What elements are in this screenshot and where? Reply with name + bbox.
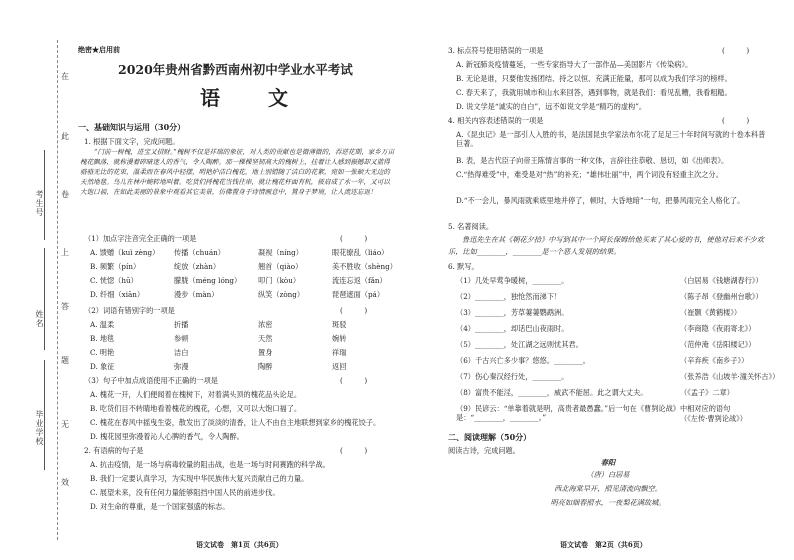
binding-dashed-line: [57, 40, 58, 540]
reading-passage: “门前一树槐，进宝又招财。”槐树不仅是祥瑞的象征，对人类的贡献也是微薄微的，吞逆花期，家乡万亩槐花飘落，就称漫着碎暗迷人的香气，令人陶醉。那一棵棵坚韧高大的槐树上，挂着让人感到振撼却又蓝得骆骆无比的花束，温柔而在春风中轻摆，明艳炉洁白槐花，地上别错随了洁白的花絮，宛如一张硕大无边的天然地毯。鸟儿在林中婉转地叫着。吃货们捋槐花当钱往串，就让槐花杆面有机，披肩成了水一年，又可以大饱口福，在如此美丽的景象中观看其它美景，仿佛置身于诗情画意中，置身于梦境，让人流连忘返！: [80, 148, 395, 196]
fill-blank-source: （崔颢《黄鹤楼》）: [680, 308, 742, 317]
option-line: B. 无论是谁，只要他发扬团结、持之以恒、充满正能量，那可以成为我们学习的榜样。: [456, 74, 732, 83]
option-line: A. 槐花一开，人们便闻着在槐树下，对着满头顶的槐花品头论足。: [90, 390, 302, 399]
option-cell: 洁白: [174, 348, 189, 357]
option-cell: 浓密: [258, 320, 273, 329]
option-cell: 陶醉: [258, 362, 273, 371]
exam-title: 2020年贵州省黔西南州初中学业水平考试: [118, 62, 353, 77]
poem-line: 西北海棠早开，照见清流向飘空。: [554, 484, 662, 493]
fill-blank-source: （陈子昂《登幽州台歌》）: [680, 292, 763, 301]
fill-blank-source: （李商隐《夜雨寄北》）: [680, 324, 756, 333]
option-cell: C. 恍惚（hū）: [90, 276, 138, 285]
fill-blank-source: （张养浩《山坡羊·潼关怀古》）: [680, 372, 780, 381]
q5-stem: 5. 名著阅读。: [448, 222, 494, 231]
option-line: B. 吃货们目不转睛地看着槐花的槐花，心想，又可以大饱口福了。: [90, 404, 302, 413]
fill-blank-line: （6）千古兴亡多少事？悠悠。________。: [456, 356, 590, 365]
answer-bracket: ( ): [722, 116, 750, 125]
q4-stem: 4. 相关内容表述错误的一项是: [448, 116, 544, 125]
option-cell: 琵琶遮面（pá）: [332, 290, 385, 299]
q2-stem: 2. 有语病的句子是: [84, 446, 144, 455]
option-cell: 纵笑（zòng）: [258, 290, 305, 299]
option-cell: 漫步（màn）: [174, 290, 219, 299]
binding-warning-char: 卷: [61, 190, 69, 199]
poem-title: 春阳: [600, 458, 616, 467]
secret-mark: 绝密★启用前: [78, 45, 120, 54]
binding-warning-char: 题: [61, 356, 69, 365]
q1-sub3: （3）句子中加点成语使用不正确的一项是: [84, 376, 218, 385]
answer-bracket: ( ): [340, 446, 368, 455]
q6-stem: 6. 默写。: [448, 262, 479, 271]
option-cell: 参顿: [174, 334, 189, 343]
option-cell: 翘首（qiào）: [258, 262, 303, 271]
option-line: B. 表，是古代臣子向帝王陈情言事的一种文体，言辞往往恭敬、恳切，如《出师表》。: [456, 156, 729, 165]
binding-fill-line: [44, 150, 45, 240]
option-cell: 叩门（kòu）: [258, 276, 301, 285]
binding-label-1: 姓名: [35, 310, 44, 328]
option-line: A.《昆虫记》是一部引人入胜的书，是法国昆虫学家法布尔花了足足三十年时间写就的十卷本科普巨著。: [456, 130, 766, 148]
binding-fill-line: [44, 360, 45, 470]
option-cell: 返回: [332, 362, 347, 371]
q1-sub1: （1）加点字注音完全正确的一项是: [84, 234, 197, 243]
binding-fill-line: [44, 248, 45, 350]
fill-blank-line: （7）伤心秦汉经行处，________。: [456, 372, 569, 381]
option-line: A. 新冠肺炎疫情蔓延，一些专家指导大了一部作品—美国影片《传染病》。: [456, 60, 693, 69]
option-line: A. 抗击疫情，是一场与病毒较量的阻击战，也是一场与时间赛跑的科学战。: [90, 460, 330, 469]
answer-bracket: ( ): [340, 376, 368, 385]
option-line: D.“不一会儿，暴风雨就乘底里地并停了，顿时，大昏地暗”一句，把暴风雨完全人格化了。: [456, 196, 745, 205]
option-cell: D. 纤细（xiān）: [90, 290, 145, 299]
q5-text: 鲁迅先生在其《朝花夕拾》中写到其中一个阿长保姆给他买来了其心爱的书，使他对后来不少欢乐，比如________，________是一个恶人发展的结果。: [448, 235, 764, 256]
fill-blank-source: （范仲淹《岳阳楼记》）: [680, 340, 756, 349]
option-cell: 斑驳: [332, 320, 347, 329]
page-footer-left: 语文试卷 第1页（共6页）: [196, 540, 283, 549]
option-cell: 朦胧（méng lóng）: [174, 276, 242, 285]
fill-blank-line: （2）________，独怆然而涕下！: [456, 292, 562, 301]
option-cell: 置身: [258, 348, 273, 357]
option-cell: B. 频繁（pín）: [90, 262, 141, 271]
option-cell: A. 温柔: [90, 320, 115, 329]
option-line: D. 槐花园里弥漫着沁人心脾的香气，令人陶醉。: [90, 432, 244, 441]
option-cell: 天然: [258, 334, 273, 343]
fill-blank-line: （1）几处早莺争暖树，________。: [456, 276, 569, 285]
option-cell: A. 馈赠（kuì zèng）: [90, 248, 160, 257]
q1-sub2: （2）词语有错别字的一项是: [84, 306, 175, 315]
option-line: D. 说文学是“诚实的自白”，远不如说文学是“精巧的虚构”。: [456, 102, 647, 111]
fill-blank-source: （辛弃疾《南乡子》）: [680, 356, 749, 365]
option-cell: 美不胜收（shèng）: [332, 262, 397, 271]
fill-blank-source: （白居易《钱塘湖春行》）: [680, 276, 763, 285]
poem-line: 明亮如烟春照水，一夜梨花满故城。: [550, 498, 666, 507]
fill-blank-line: （9）民谚云：“单靠着就是明，高贵者最愚蠢。”后一句在《曹刿论战》中相对应的语句是：“________，________。”: [456, 404, 731, 422]
option-cell: C. 明艳: [90, 348, 115, 357]
reading-stem: 阅读古诗，完成问题。: [448, 446, 520, 455]
q1-stem: 1. 根据下面文字，完成问题。: [84, 137, 180, 146]
option-cell: 弥漫: [174, 362, 189, 371]
binding-label-0: 考生号: [35, 190, 44, 217]
binding-warning-char: 无: [61, 420, 69, 429]
option-cell: 凝视（níng）: [258, 248, 303, 257]
option-cell: 流连忘返（fǎn）: [332, 276, 387, 285]
subject-title: 语 文: [200, 86, 302, 110]
page-footer-right: 语文试卷 第2页（共6页）: [560, 540, 647, 549]
option-line: C.“热得难受”中，难受是对“热”的补充；“雄伟壮丽”中，两个词没有轻重主次之分。: [456, 170, 723, 179]
option-line: C. 春天来了，我就用城市和山水来回答，遇到事物，就是我们：看见乱糟，我看粗糙。: [456, 88, 732, 97]
option-cell: 绽放（zhàn）: [174, 262, 221, 271]
section1-heading: 一、基础知识与运用（30分）: [78, 122, 186, 132]
binding-warning-char: 效: [61, 478, 69, 487]
option-line: D. 对生命的尊重，是一个国家强盛的标志。: [90, 502, 230, 511]
binding-warning-char: 此: [61, 132, 69, 141]
q3-stem: 3. 标点符号使用错误的一项是: [448, 46, 544, 55]
option-cell: D. 象征: [90, 362, 115, 371]
fill-blank-line: （8）富贵不能淫，________，威武不能屈。此之谓大丈夫。: [456, 388, 648, 397]
option-cell: B. 地毯: [90, 334, 115, 343]
option-cell: 祥瑞: [332, 348, 347, 357]
answer-bracket: ( ): [340, 234, 368, 243]
binding-warning-char: 答: [61, 302, 69, 311]
option-cell: 折播: [174, 320, 189, 329]
fill-blank-source: （《孟子》二章）: [680, 388, 734, 397]
option-line: B. 我们一定要认真学习，为实现中华民族伟大复兴贡献自己的力量。: [90, 474, 309, 483]
option-cell: 传播（chuán）: [174, 248, 225, 257]
fill-blank-line: （5）________，处江湖之远则忧其君。: [456, 340, 583, 349]
option-line: C. 槐花在春风中摇曳生姿，散发出了淡淡的清香，让人不由自主地联想到家乡的槐花饺子。: [90, 418, 381, 427]
binding-warning-char: 在: [61, 72, 69, 81]
option-cell: 眼花缭乱（liáo）: [332, 248, 389, 257]
answer-bracket: ( ): [722, 46, 750, 55]
poem-author: （唐）白居易: [586, 470, 630, 479]
binding-warning-char: 上: [61, 248, 69, 257]
binding-label-2: 毕业学校: [35, 410, 44, 446]
section2-heading: 二、阅读理解（50分）: [448, 432, 532, 442]
option-line: C. 展望未来，没有任何力量能够阻挡中国人民的前进步伐。: [90, 488, 280, 497]
fill-blank-line: （4）________，却话巴山夜雨时。: [456, 324, 569, 333]
fill-blank-line: （3）________，芳草萋萋鹦鹉洲。: [456, 308, 569, 317]
fill-blank-source: （《左传·曹刿论战》）: [680, 414, 747, 423]
answer-bracket: ( ): [340, 306, 368, 315]
option-cell: 婉转: [332, 334, 347, 343]
